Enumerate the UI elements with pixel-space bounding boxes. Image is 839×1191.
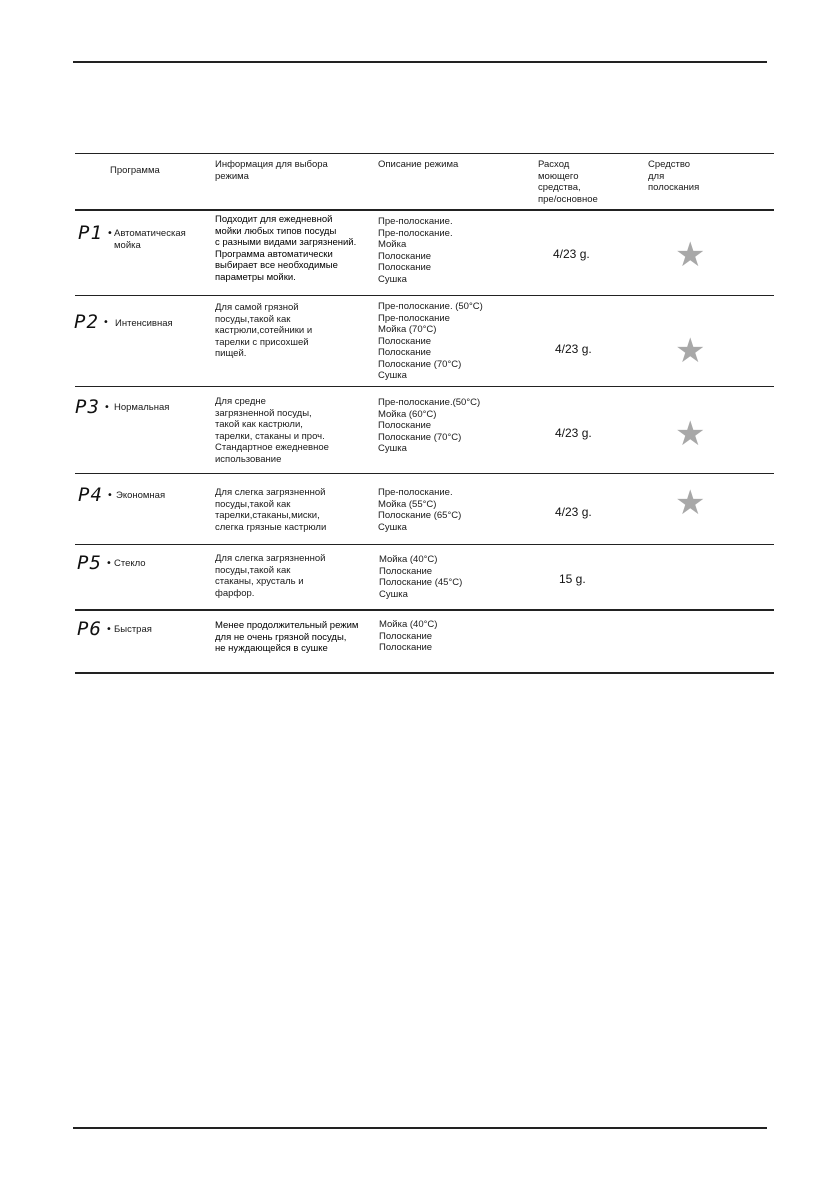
program-description: Мойка (40°C) Полоскание Полоскание	[379, 619, 438, 653]
program-code-text: P6	[77, 618, 102, 640]
program-code	[75, 396, 111, 418]
star-icon: ★	[675, 236, 706, 274]
table-top-border	[75, 153, 774, 154]
row-divider	[75, 544, 774, 545]
program-code-text: P1	[78, 222, 103, 244]
row-divider	[75, 609, 774, 611]
program-name: Быстрая	[114, 624, 152, 635]
program-info: Для слегка загрязненной посуды,такой как стаканы, хрусталь и фарфор.	[215, 553, 326, 599]
program-info: Для самой грязной посуды,такой как кастрюли,сотейники и тарелки с присохшей пищей.	[215, 302, 313, 359]
detergent-amount: 4/23 g.	[555, 342, 592, 356]
page-bottom-rule	[73, 1127, 767, 1129]
program-code-text: P4	[78, 484, 103, 506]
star-icon: ★	[675, 332, 706, 370]
row-divider	[75, 386, 774, 387]
header-divider	[75, 209, 774, 211]
program-info: Подходит для ежедневной мойки любых типов посуды с разными видами загрязнений. Программа автоматически выбирает все необходимые параметры мойки.	[215, 214, 357, 283]
program-code	[78, 484, 114, 506]
header-rinse-aid: Средство для полоскания	[648, 159, 700, 193]
program-name: Экономная	[116, 490, 166, 501]
header-info: Информация для выбора режима	[215, 159, 328, 182]
program-dot: •	[102, 317, 110, 328]
row-divider	[75, 295, 774, 296]
star-icon: ★	[675, 415, 706, 453]
program-description: Пре-полоскание. Мойка (55°C) Полоскание (65°C) Сушка	[378, 487, 462, 533]
program-description: Мойка (40°C) Полоскание Полоскание (45°C) Сушка	[379, 554, 463, 600]
program-code	[77, 618, 113, 640]
table-bottom-border	[75, 672, 774, 674]
program-info: Менее продолжительный режим для не очень грязной посуды, не нуждающейся в сушке	[215, 620, 359, 654]
program-name: Стекло	[114, 558, 146, 569]
detergent-amount: 4/23 g.	[555, 426, 592, 440]
program-info: Для средне загрязненной посуды, такой как кастрюли, тарелки, стаканы и проч. Стандартное ежедневное использование	[215, 396, 329, 465]
program-code	[78, 222, 114, 244]
program-name: Интенсивная	[115, 318, 173, 329]
program-description: Пре-полоскание. (50°C) Пре-полоскание Мойка (70°C) Полоскание Полоскание Полоскание (70°C) Сушка	[378, 301, 483, 381]
program-description: Пре-полоскание.(50°C) Мойка (60°C) Полоскание Полоскание (70°C) Сушка	[378, 397, 481, 454]
program-info: Для слегка загрязненной посуды,такой как тарелки,стаканы,миски, слегка грязные кастрюли	[215, 487, 327, 533]
header-program: Программа	[110, 165, 160, 176]
program-code-text: P2	[74, 311, 99, 333]
detergent-amount: 4/23 g.	[555, 505, 592, 519]
star-icon: ★	[675, 484, 706, 522]
detergent-amount: 4/23 g.	[553, 247, 590, 261]
header-consumption: Расход моющего средства, пре/основное	[538, 159, 598, 205]
program-dot: •	[103, 402, 111, 413]
detergent-amount: 15 g.	[559, 572, 586, 586]
program-name: Автоматическая мойка	[114, 228, 186, 251]
program-code	[77, 552, 113, 574]
program-code-text: P3	[75, 396, 100, 418]
program-dot: •	[105, 558, 113, 569]
program-dot: •	[106, 490, 114, 501]
row-divider	[75, 473, 774, 474]
program-dot: •	[106, 228, 114, 239]
page-top-rule	[73, 61, 767, 63]
program-code-text: P5	[77, 552, 102, 574]
program-code	[74, 311, 110, 333]
header-description: Описание режима	[378, 159, 459, 170]
program-name: Нормальная	[114, 402, 170, 413]
program-description: Пре-полоскание. Пре-полоскание. Мойка Полоскание Полоскание Сушка	[378, 216, 453, 285]
program-dot: •	[105, 624, 113, 635]
